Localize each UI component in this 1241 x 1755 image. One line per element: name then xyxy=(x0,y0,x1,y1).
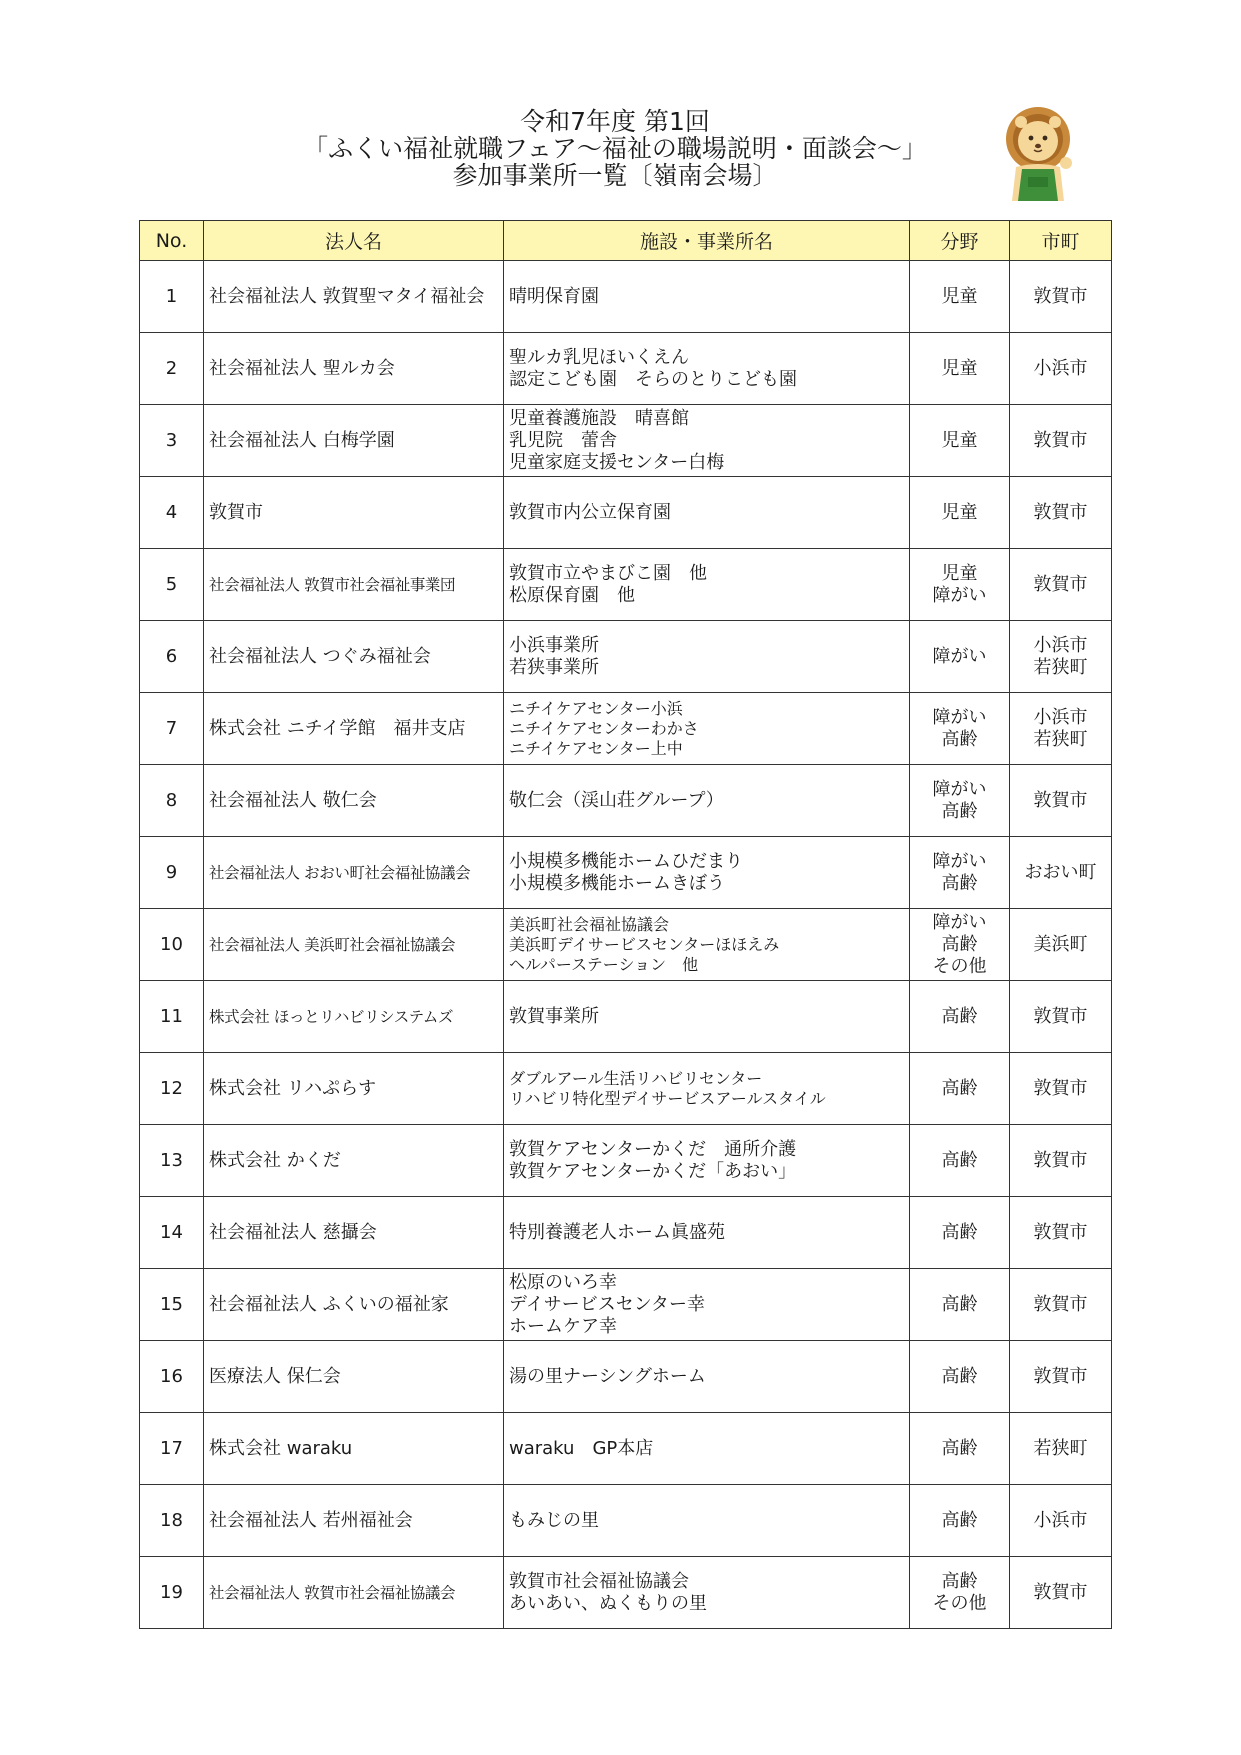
facility-line: 若狭事業所 xyxy=(509,656,599,678)
row-city xyxy=(1010,909,1112,981)
facility-line: 湯の里ナーシングホーム xyxy=(509,1365,706,1387)
facility-line: 特別養護老人ホーム眞盛苑 xyxy=(509,1221,725,1243)
field-line: 高齢 xyxy=(941,1437,978,1459)
facility-line: 敦賀市立やまびこ園 他 xyxy=(509,562,707,584)
city-line: 小浜市 xyxy=(1033,1509,1088,1531)
city-line: 美浜町 xyxy=(1033,933,1088,955)
field-line: 高齢 xyxy=(941,1570,978,1592)
row-corporation: 社会福祉法人 聖ルカ会 xyxy=(204,333,504,405)
facility-line: 敦賀ケアセンターかくだ「あおい」 xyxy=(509,1160,797,1182)
facility-line: 小規模多機能ホームひだまり xyxy=(509,850,743,872)
facility-line: 松原のいろ幸 xyxy=(509,1271,617,1293)
row-facility xyxy=(504,1485,910,1557)
header-city: 市町 xyxy=(1010,221,1112,261)
facility-line: 児童養護施設 晴喜館 xyxy=(509,407,689,429)
row-corporation: 株式会社 ニチイ学館 福井支店 xyxy=(204,693,504,765)
facility-line: 児童家庭支援センター白梅 xyxy=(509,451,725,473)
row-city xyxy=(1010,1125,1112,1197)
row-city xyxy=(1010,765,1112,837)
city-line: 敦賀市 xyxy=(1033,573,1088,595)
table-row xyxy=(140,1125,1112,1197)
row-city xyxy=(1010,1053,1112,1125)
row-field xyxy=(910,1197,1010,1269)
row-no: 2 xyxy=(140,333,204,405)
row-corporation: 株式会社 ほっとリハビリシステムズ xyxy=(204,981,504,1053)
row-facility xyxy=(504,477,910,549)
row-no: 19 xyxy=(140,1557,204,1629)
row-corporation: 社会福祉法人 つぐみ福祉会 xyxy=(204,621,504,693)
city-line: 敦賀市 xyxy=(1033,789,1088,811)
table-row xyxy=(140,1413,1112,1485)
field-line: 高齢 xyxy=(941,800,978,822)
city-line: 敦賀市 xyxy=(1033,1005,1088,1027)
participant-table xyxy=(139,220,1112,1629)
facility-line: waraku GP本店 xyxy=(509,1437,654,1459)
row-no: 13 xyxy=(140,1125,204,1197)
facility-line: 敦賀市社会福祉協議会 xyxy=(509,1570,689,1592)
field-line: 高齢 xyxy=(941,1365,978,1387)
header-no: No. xyxy=(140,221,204,261)
field-line: 高齢 xyxy=(941,1077,978,1099)
facility-line: もみじの里 xyxy=(509,1509,599,1531)
table-row xyxy=(140,1053,1112,1125)
row-city xyxy=(1010,981,1112,1053)
row-field xyxy=(910,405,1010,477)
row-facility xyxy=(504,549,910,621)
facility-line: 敬仁会（渓山荘グループ） xyxy=(509,789,724,811)
city-line: 敦賀市 xyxy=(1033,1077,1088,1099)
row-field xyxy=(910,549,1010,621)
row-field xyxy=(910,1341,1010,1413)
row-corporation: 株式会社 リハぷらす xyxy=(204,1053,504,1125)
facility-line: 小浜事業所 xyxy=(509,634,599,656)
title-line-3: 参加事業所一覧〔嶺南会場〕 xyxy=(452,161,778,190)
row-city xyxy=(1010,837,1112,909)
field-line: 高齢 xyxy=(941,1005,978,1027)
row-city xyxy=(1010,477,1112,549)
row-field xyxy=(910,1413,1010,1485)
row-facility xyxy=(504,621,910,693)
row-city xyxy=(1010,549,1112,621)
row-city xyxy=(1010,261,1112,333)
field-line: 高齢 xyxy=(941,1293,978,1315)
row-field xyxy=(910,1557,1010,1629)
row-corporation: 社会福祉法人 若州福祉会 xyxy=(204,1485,504,1557)
facility-line: 美浜町社会福祉協議会 xyxy=(509,914,670,934)
row-no: 7 xyxy=(140,693,204,765)
table-row xyxy=(140,477,1112,549)
row-field xyxy=(910,837,1010,909)
field-line: その他 xyxy=(932,1592,987,1614)
lion-mascot-icon xyxy=(998,105,1078,205)
city-line: 小浜市 xyxy=(1033,357,1088,379)
row-corporation: 社会福祉法人 敦賀市社会福祉協議会 xyxy=(204,1557,504,1629)
city-line: 敦賀市 xyxy=(1033,285,1088,307)
row-no: 17 xyxy=(140,1413,204,1485)
city-line: 若狭町 xyxy=(1033,656,1088,678)
table-row xyxy=(140,1269,1112,1341)
field-line: 児童 xyxy=(941,562,978,584)
row-field xyxy=(910,693,1010,765)
row-field xyxy=(910,765,1010,837)
field-line: 児童 xyxy=(941,501,978,523)
facility-line: デイサービスセンター幸 xyxy=(509,1293,706,1315)
facility-line: 敦賀事業所 xyxy=(509,1005,599,1027)
table-row xyxy=(140,693,1112,765)
row-facility xyxy=(504,693,910,765)
field-line: 障がい xyxy=(932,645,987,667)
field-line: 高齢 xyxy=(941,1509,978,1531)
row-facility xyxy=(504,1125,910,1197)
row-field xyxy=(910,1053,1010,1125)
row-corporation: 社会福祉法人 敬仁会 xyxy=(204,765,504,837)
row-corporation: 社会福祉法人 美浜町社会福祉協議会 xyxy=(204,909,504,981)
facility-line: ニチイケアセンター小浜 xyxy=(509,698,683,718)
field-line: 障がい xyxy=(932,778,987,800)
row-corporation: 株式会社 waraku xyxy=(204,1413,504,1485)
facility-line: 美浜町デイサービスセンターほほえみ xyxy=(509,934,780,954)
table-row xyxy=(140,621,1112,693)
row-facility xyxy=(504,1197,910,1269)
row-corporation: 社会福祉法人 敦賀市社会福祉事業団 xyxy=(204,549,504,621)
city-line: おおい町 xyxy=(1024,861,1097,883)
city-line: 小浜市 xyxy=(1033,706,1088,728)
row-city xyxy=(1010,1485,1112,1557)
row-no: 9 xyxy=(140,837,204,909)
facility-line: ニチイケアセンターわかさ xyxy=(509,718,699,738)
row-no: 1 xyxy=(140,261,204,333)
row-field xyxy=(910,261,1010,333)
row-facility xyxy=(504,333,910,405)
row-no: 14 xyxy=(140,1197,204,1269)
city-line: 小浜市 xyxy=(1033,634,1088,656)
row-no: 16 xyxy=(140,1341,204,1413)
city-line: 若狭町 xyxy=(1033,728,1088,750)
city-line: 若狭町 xyxy=(1033,1437,1088,1459)
row-city xyxy=(1010,1269,1112,1341)
row-facility xyxy=(504,981,910,1053)
field-line: その他 xyxy=(932,955,987,977)
row-city xyxy=(1010,333,1112,405)
facility-line: 聖ルカ乳児ほいくえん xyxy=(509,346,689,368)
row-corporation: 社会福祉法人 ふくいの福祉家 xyxy=(204,1269,504,1341)
row-facility xyxy=(504,1557,910,1629)
table-row xyxy=(140,333,1112,405)
city-line: 敦賀市 xyxy=(1033,1221,1088,1243)
row-city xyxy=(1010,1197,1112,1269)
row-field xyxy=(910,333,1010,405)
row-corporation: 社会福祉法人 白梅学園 xyxy=(204,405,504,477)
table-row xyxy=(140,1485,1112,1557)
facility-line: 敦賀市内公立保育園 xyxy=(509,501,671,523)
row-no: 3 xyxy=(140,405,204,477)
row-field xyxy=(910,981,1010,1053)
row-no: 5 xyxy=(140,549,204,621)
row-field xyxy=(910,621,1010,693)
field-line: 障がい xyxy=(932,706,987,728)
row-no: 11 xyxy=(140,981,204,1053)
row-facility xyxy=(504,1269,910,1341)
row-facility xyxy=(504,765,910,837)
table-row xyxy=(140,1341,1112,1413)
header-corporation: 法人名 xyxy=(204,221,504,261)
city-line: 敦賀市 xyxy=(1033,429,1088,451)
facility-line: 松原保育園 他 xyxy=(509,584,635,606)
table-row xyxy=(140,1197,1112,1269)
row-facility xyxy=(504,909,910,981)
row-facility xyxy=(504,405,910,477)
facility-line: 小規模多機能ホームきぼう xyxy=(509,872,725,894)
row-corporation: 社会福祉法人 おおい町社会福祉協議会 xyxy=(204,837,504,909)
row-facility xyxy=(504,1341,910,1413)
field-line: 高齢 xyxy=(941,933,978,955)
table-row xyxy=(140,405,1112,477)
row-no: 15 xyxy=(140,1269,204,1341)
field-line: 高齢 xyxy=(941,1149,978,1171)
city-line: 敦賀市 xyxy=(1033,1149,1088,1171)
table-header-row xyxy=(140,221,1112,261)
facility-line: 乳児院 蕾舎 xyxy=(509,429,617,451)
row-field xyxy=(910,1269,1010,1341)
row-city xyxy=(1010,1413,1112,1485)
field-line: 高齢 xyxy=(941,1221,978,1243)
row-facility xyxy=(504,261,910,333)
field-line: 児童 xyxy=(941,285,978,307)
row-city xyxy=(1010,621,1112,693)
table-row xyxy=(140,909,1112,981)
row-no: 6 xyxy=(140,621,204,693)
table-row xyxy=(140,549,1112,621)
row-corporation: 社会福祉法人 慈攝会 xyxy=(204,1197,504,1269)
facility-line: ダブルアール生活リハビリセンター xyxy=(509,1068,763,1088)
header-facility: 施設・事業所名 xyxy=(504,221,910,261)
row-facility xyxy=(504,1413,910,1485)
row-corporation: 株式会社 かくだ xyxy=(204,1125,504,1197)
title-line-2: 「ふくい福祉就職フェア～福祉の職場説明・面談会～」 xyxy=(303,134,927,163)
table-row xyxy=(140,765,1112,837)
table-row xyxy=(140,1557,1112,1629)
row-no: 18 xyxy=(140,1485,204,1557)
row-no: 10 xyxy=(140,909,204,981)
row-no: 8 xyxy=(140,765,204,837)
facility-line: あいあい、ぬくもりの里 xyxy=(509,1592,707,1614)
facility-line: 敦賀ケアセンターかくだ 通所介護 xyxy=(509,1138,797,1160)
table-row xyxy=(140,981,1112,1053)
field-line: 児童 xyxy=(941,357,978,379)
page-title xyxy=(200,108,1030,189)
row-corporation: 医療法人 保仁会 xyxy=(204,1341,504,1413)
facility-line: 晴明保育園 xyxy=(509,285,599,307)
title-line-1: 令和7年度 第1回 xyxy=(520,107,710,136)
row-facility xyxy=(504,1053,910,1125)
city-line: 敦賀市 xyxy=(1033,1293,1088,1315)
facility-line: リハビリ特化型デイサービスアールスタイル xyxy=(509,1088,826,1108)
field-line: 障がい xyxy=(932,911,987,933)
city-line: 敦賀市 xyxy=(1033,1581,1088,1603)
row-field xyxy=(910,1125,1010,1197)
field-line: 高齢 xyxy=(941,728,978,750)
facility-line: ヘルパーステーション 他 xyxy=(509,954,699,974)
field-line: 障がい xyxy=(932,584,987,606)
header-field: 分野 xyxy=(910,221,1010,261)
row-no: 12 xyxy=(140,1053,204,1125)
row-city xyxy=(1010,405,1112,477)
row-field xyxy=(910,1485,1010,1557)
row-city xyxy=(1010,1341,1112,1413)
facility-line: ニチイケアセンター上中 xyxy=(509,738,683,758)
row-facility xyxy=(504,837,910,909)
field-line: 児童 xyxy=(941,429,978,451)
facility-line: ホームケア幸 xyxy=(509,1315,617,1337)
table-row xyxy=(140,837,1112,909)
row-city xyxy=(1010,693,1112,765)
row-city xyxy=(1010,1557,1112,1629)
table-row xyxy=(140,261,1112,333)
field-line: 障がい xyxy=(932,850,987,872)
row-corporation: 社会福祉法人 敦賀聖マタイ福祉会 xyxy=(204,261,504,333)
field-line: 高齢 xyxy=(941,872,978,894)
row-field xyxy=(910,477,1010,549)
row-corporation: 敦賀市 xyxy=(204,477,504,549)
row-no: 4 xyxy=(140,477,204,549)
facility-line: 認定こども園 そらのとりこども園 xyxy=(509,368,797,390)
city-line: 敦賀市 xyxy=(1033,501,1088,523)
row-field xyxy=(910,909,1010,981)
city-line: 敦賀市 xyxy=(1033,1365,1088,1387)
